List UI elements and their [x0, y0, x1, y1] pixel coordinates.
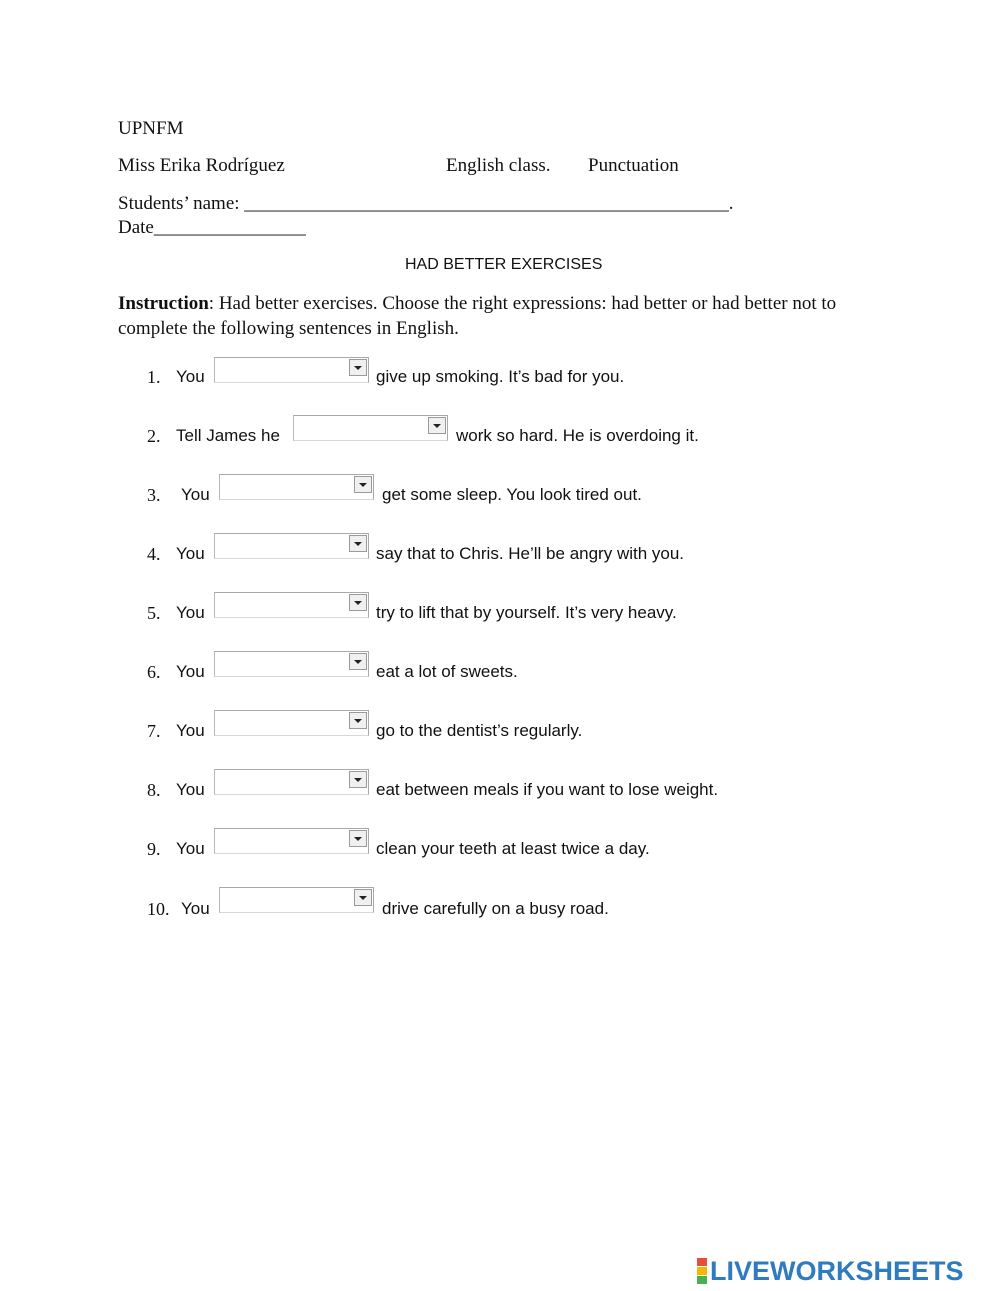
question-text: clean your teeth at least twice a day. [376, 839, 650, 858]
answer-dropdown-4[interactable] [214, 533, 369, 559]
question-text: drive carefully on a busy road. [382, 899, 609, 918]
question-number: 1. [147, 367, 161, 387]
instruction-paragraph [118, 291, 878, 341]
question-text: say that to Chris. He’ll be angry with you. [376, 544, 685, 563]
logo-blocks-icon [697, 1258, 707, 1284]
answer-dropdown-7[interactable] [214, 710, 369, 736]
students-name-line: Students’ name: ___________________________________________________. [118, 193, 734, 214]
question-subject: You [176, 839, 205, 858]
question-text: eat between meals if you want to lose weight. [376, 780, 719, 799]
chevron-down-icon[interactable] [349, 830, 367, 847]
question-text: eat a lot of sweets. [376, 662, 518, 681]
chevron-down-icon[interactable] [428, 417, 446, 434]
question-number: 6. [147, 662, 161, 682]
question-number: 5. [147, 603, 161, 623]
question-text: try to lift that by yourself. It’s very heavy. [376, 603, 677, 622]
question-text: work so hard. He is overdoing it. [456, 426, 699, 445]
question-number: 10. [147, 899, 170, 919]
question-subject: You [181, 485, 210, 504]
answer-dropdown-10[interactable] [219, 887, 374, 913]
chevron-down-icon[interactable] [349, 712, 367, 729]
answer-dropdown-3[interactable] [219, 474, 374, 500]
question-subject: Tell James he [176, 426, 280, 445]
question-number: 8. [147, 780, 161, 800]
logo-block [697, 1276, 707, 1284]
chevron-down-icon[interactable] [354, 476, 372, 493]
question-number: 3. [147, 485, 161, 505]
logo-block [697, 1267, 707, 1275]
answer-dropdown-9[interactable] [214, 828, 369, 854]
question-subject: You [181, 899, 210, 918]
chevron-down-icon[interactable] [349, 594, 367, 611]
institution: UPNFM [118, 118, 184, 139]
question-subject: You [176, 662, 205, 681]
chevron-down-icon[interactable] [349, 653, 367, 670]
instruction-label: Instruction [118, 293, 209, 314]
question-subject: You [176, 721, 205, 740]
question-number: 9. [147, 839, 161, 859]
question-number: 7. [147, 721, 161, 741]
question-number: 2. [147, 426, 161, 446]
instruction-text: : Had better exercises. Choose the right expressions: had better or had better not to complete the following sentences in English. [118, 293, 837, 339]
date-line: Date________________ [118, 217, 306, 238]
answer-dropdown-5[interactable] [214, 592, 369, 618]
answer-dropdown-2[interactable] [293, 415, 448, 441]
question-subject: You [176, 544, 205, 563]
question-subject: You [176, 367, 205, 386]
answer-dropdown-8[interactable] [214, 769, 369, 795]
logo-block [697, 1258, 707, 1266]
question-text: give up smoking. It’s bad for you. [376, 367, 625, 386]
chevron-down-icon[interactable] [349, 771, 367, 788]
chevron-down-icon[interactable] [354, 889, 372, 906]
chevron-down-icon[interactable] [349, 359, 367, 376]
question-subject: You [176, 780, 205, 799]
logo-text: LIVEWORKSHEETS [710, 1255, 964, 1286]
class-label: English class. [446, 155, 551, 176]
liveworksheets-logo [697, 1254, 964, 1288]
answer-dropdown-6[interactable] [214, 651, 369, 677]
answer-dropdown-1[interactable] [214, 357, 369, 383]
question-text: go to the dentist’s regularly. [376, 721, 583, 740]
question-subject: You [176, 603, 205, 622]
worksheet-title: HAD BETTER EXERCISES [405, 256, 603, 273]
question-text: get some sleep. You look tired out. [382, 485, 642, 504]
question-number: 4. [147, 544, 161, 564]
chevron-down-icon[interactable] [349, 535, 367, 552]
topic-label: Punctuation [588, 155, 679, 176]
teacher-name: Miss Erika Rodríguez [118, 155, 285, 176]
